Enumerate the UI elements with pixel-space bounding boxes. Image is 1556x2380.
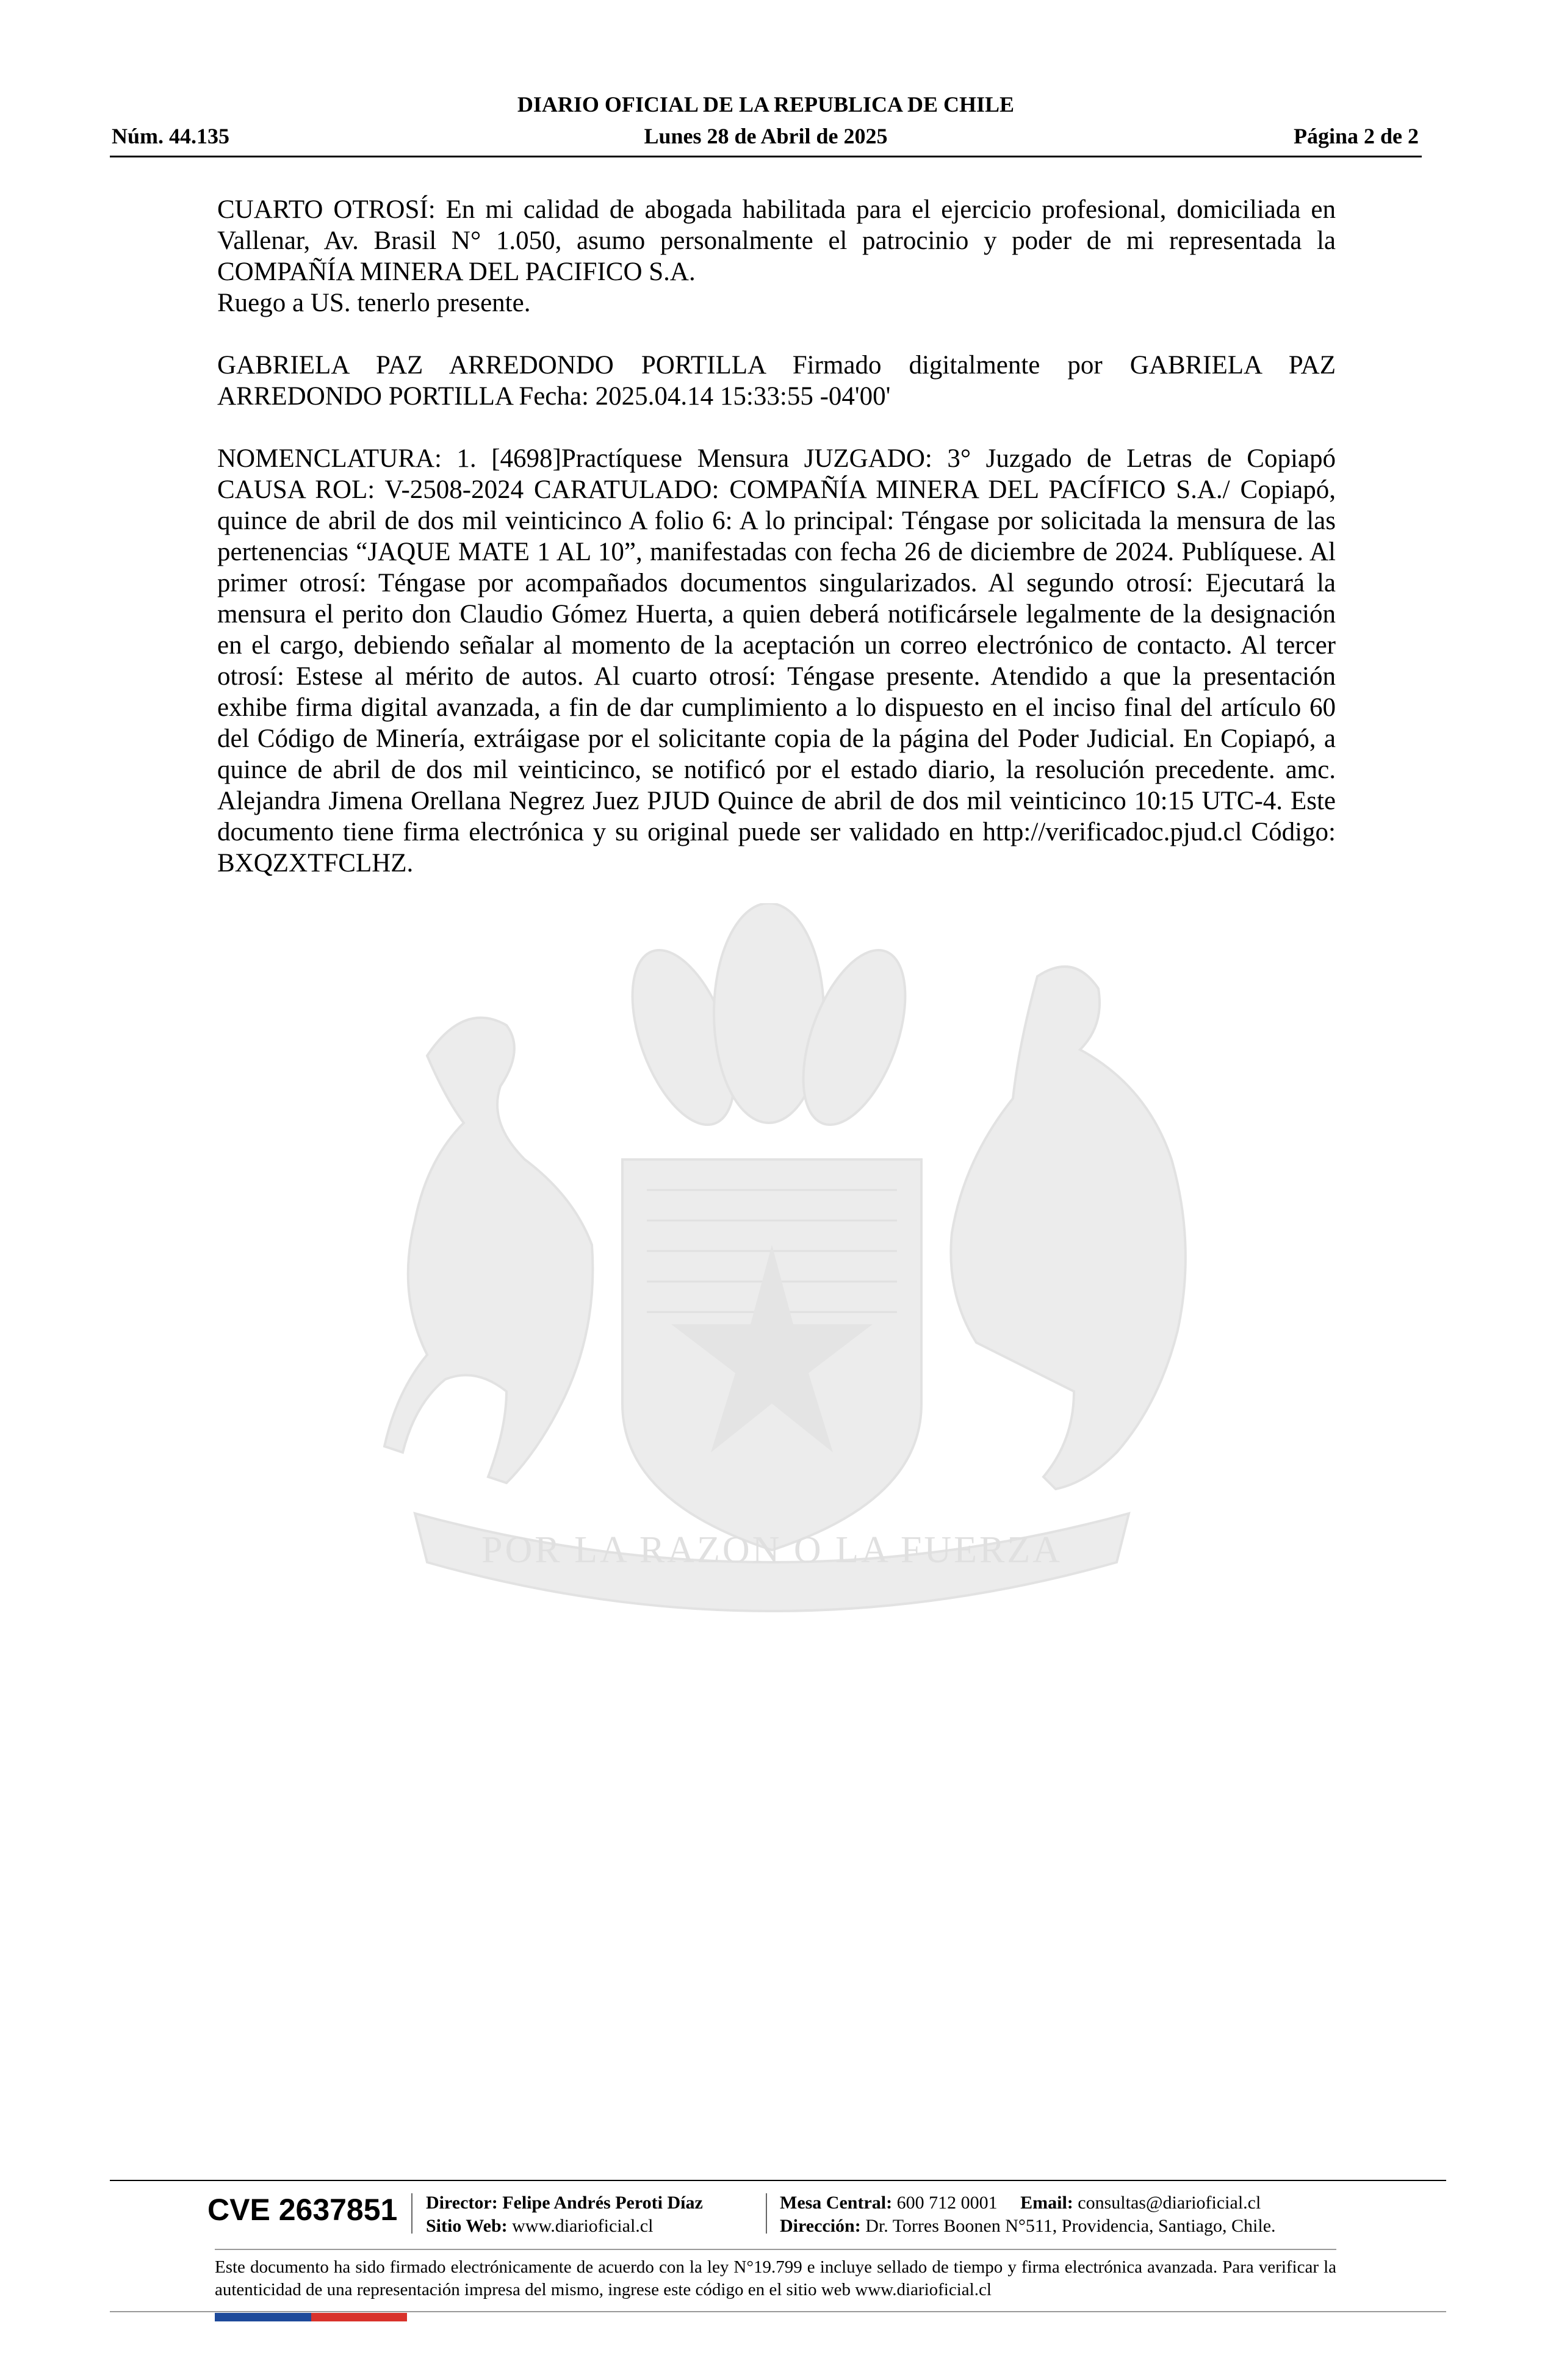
digital-signature-paragraph: GABRIELA PAZ ARREDONDO PORTILLA Firmado digitalmente por GABRIELA PAZ ARREDONDO PORTILLA Fecha: 2025.04.14 15:33:55 -04'00' (217, 351, 1336, 411)
header-divider (110, 156, 1422, 157)
legal-notice: Este documento ha sido firmado electrónicamente de acuerdo con la ley N°19.799 e incluye sellado de tiempo y firma electrónica avanzada. Para verificar la autenticidad de una representación impresa del mismo, ingrese este código en el sitio web www.diarioficial.cl (215, 2257, 1336, 2299)
footer-divider-top (110, 2180, 1446, 2181)
contact-line (780, 2193, 1261, 2213)
cve-code: CVE 2637851 (207, 2193, 398, 2227)
huemul (384, 1018, 593, 1483)
phone-label: Mesa Central: (780, 2193, 893, 2213)
flag-stripe-blue (215, 2313, 311, 2321)
director-label: Director: (426, 2193, 498, 2213)
director-line (426, 2193, 703, 2213)
address-line (780, 2216, 1276, 2237)
page-indicator: Página 2 de 2 (1293, 124, 1419, 148)
motto-text: POR LA RAZON O LA FUERZA (481, 1529, 1063, 1571)
condor (951, 967, 1186, 1489)
cuarto-otrosi-paragraph: CUARTO OTROSÍ: En mi calidad de abogada habilitada para el ejercicio profesional, domiciliada en Vallenar, Av. Brasil N° 1.050, asumo personalmente el patrocinio y poder de mi representada la COMPAÑÍA MINERA DEL PACIFICO S.A. (217, 195, 1336, 286)
director-name: Felipe Andrés Peroti Díaz (502, 2193, 703, 2213)
website-line (426, 2216, 653, 2237)
website-label: Sitio Web: (426, 2216, 508, 2236)
footer-separator (411, 2193, 412, 2234)
footer-divider-mid (215, 2249, 1336, 2250)
email-link[interactable]: consultas@diarioficial.cl (1078, 2193, 1261, 2213)
address-label: Dirección: (780, 2216, 861, 2236)
email-label: Email: (1020, 2193, 1073, 2213)
phone-number: 600 712 0001 (896, 2193, 998, 2213)
nomenclatura-paragraph: NOMENCLATURA: 1. [4698]Practíquese Mensura JUZGADO: 3° Juzgado de Letras de Copiapó CAUSA ROL: V-2508-2024 CARATULADO: COMPAÑÍA MINERA DEL PACÍFICO S.A./ Copiapó, quince de abril de dos mil veinticinco A folio 6: A lo principal: Téngase por solicitada la mensura de las pertenencias “JAQUE MATE 1 AL 10”, manifestadas con fecha 26 de diciembre de 2024. Publíquese. Al primer otrosí: Téngase por acompañados documentos singularizados. Al segundo otrosí: Ejecutará la mensura el perito don Claudio Gómez Huerta, a quien deberá notificársele legalmente de la designación en el cargo, debiendo señalar al momento de la aceptación un correo electrónico de contacto. Al tercer otrosí: Estese al mérito de autos. Al cuarto otrosí: Téngase presente. Atendido a que la presentación exhibe firma digital avanzada, a fin de dar cumplimiento a lo dispuesto en el inciso final del artículo 60 del Código de Minería, extráigase por el solicitante copia de la página del Poder Judicial. En Copiapó, a quince de abril de dos mil veinticinco, se notificó por el estado diario, la resolución precedente. amc. Alejandra Jimena Orellana Negrez Juez PJUD Quince de abril de dos mil veinticinco 10:15 UTC-4. Este documento tiene firma electrónica y su original puede ser validado en http://verificadoc.pjud.cl Código: BXQZXTFCLHZ. (217, 444, 1336, 878)
coat-of-arms-watermark (305, 903, 1239, 1697)
flag-stripe-red (311, 2313, 407, 2321)
footer-divider-bottom (110, 2311, 1446, 2312)
ruego-line: Ruego a US. tenerlo presente. (217, 289, 531, 317)
document-body (217, 194, 1336, 910)
address-text: Dr. Torres Boonen N°511, Providencia, Santiago, Chile. (865, 2216, 1276, 2236)
issue-date: Lunes 28 de Abril de 2025 (644, 124, 888, 148)
publication-title: DIARIO OFICIAL DE LA REPUBLICA DE CHILE (517, 92, 1015, 117)
website-link[interactable]: www.diarioficial.cl (512, 2216, 654, 2236)
footer-separator (766, 2193, 767, 2234)
issue-number: Núm. 44.135 (112, 124, 230, 148)
